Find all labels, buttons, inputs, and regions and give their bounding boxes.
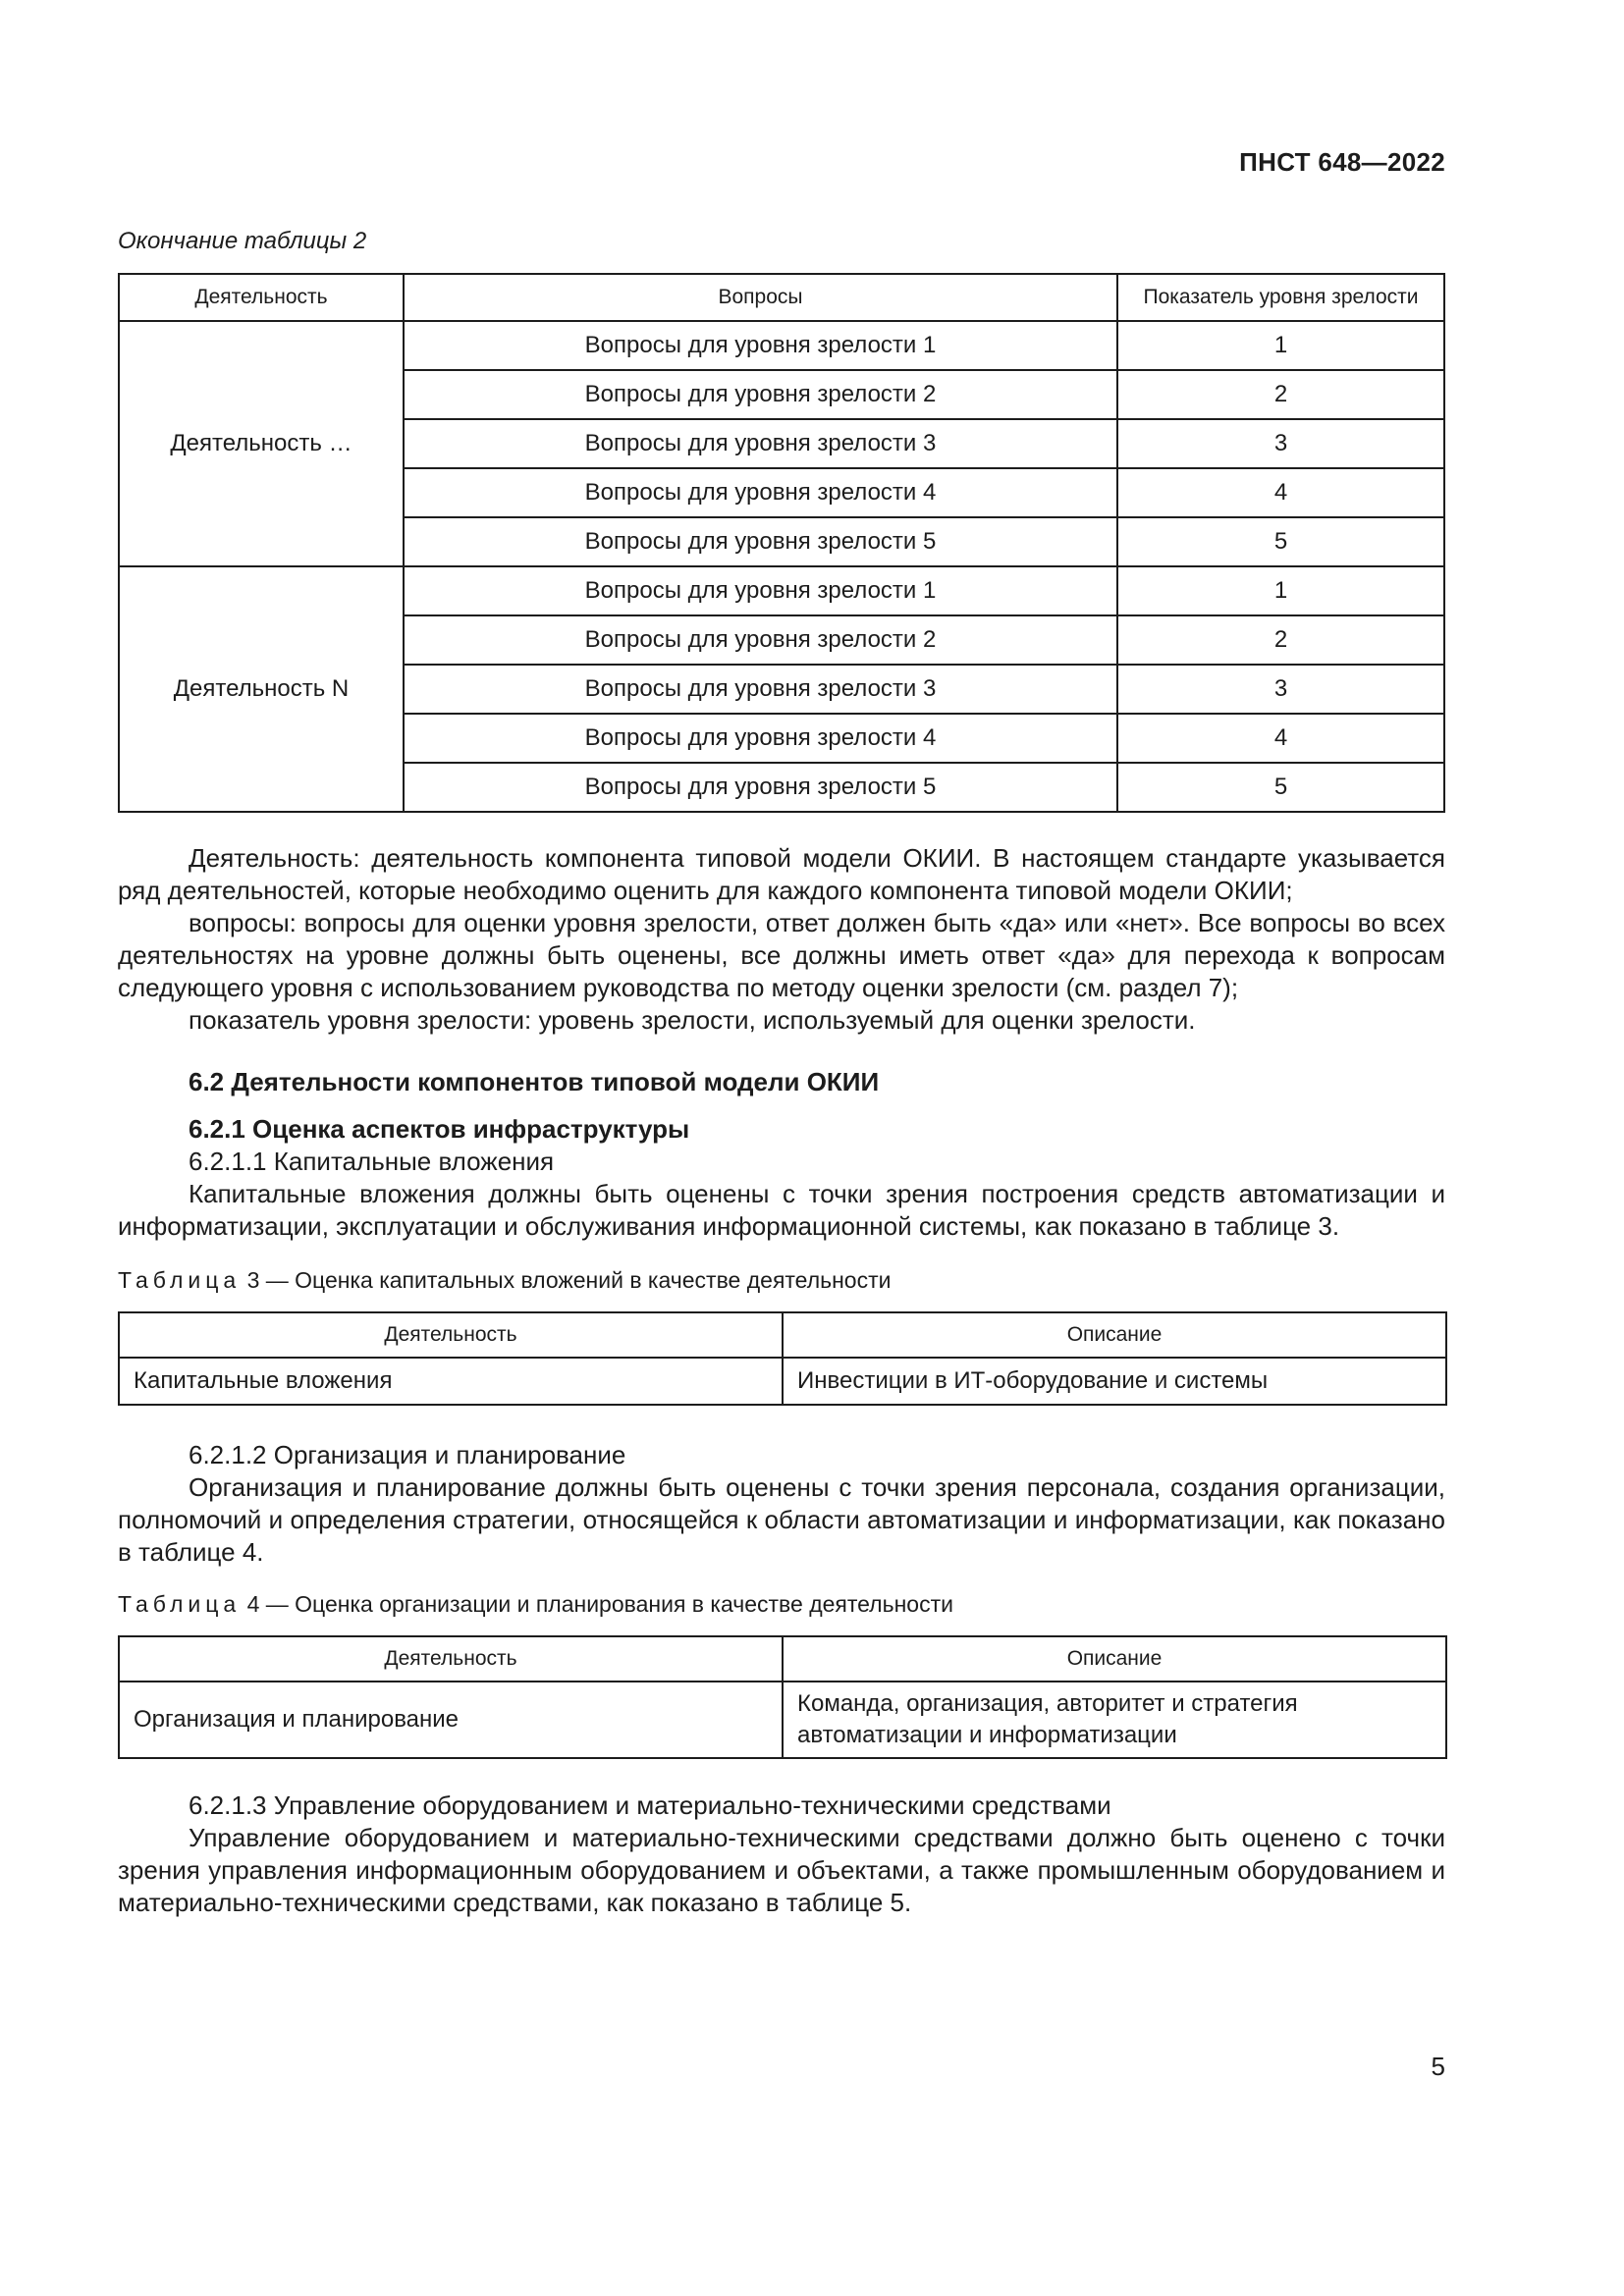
subsection-text: Капитальные вложения должны быть оценены с точки зрения построения средств автоматизации и информатизации, эксплуатации и обслуживания информационной системы, как показано в таблице 3. (118, 1179, 1445, 1241)
level-cell: 3 (1117, 665, 1444, 714)
table-row (119, 1358, 1446, 1405)
question-cell: Вопросы для уровня зрелости 4 (404, 468, 1117, 517)
definition-questions: вопросы: вопросы для оценки уровня зрелости, ответ должен быть «да» или «нет». Все вопросы во всех деятельностях на уровне должны быть оценены, все должны иметь ответ «да» для перехода к вопросам следующего уровня с использованием руководства по методу оценки зрелости (см. раздел 7); (118, 908, 1445, 1002)
table4-header-row (119, 1636, 1446, 1682)
description-line: автоматизации и информатизации (797, 1722, 1177, 1748)
description-cell (783, 1682, 1446, 1758)
header-description: Описание (783, 1636, 1446, 1682)
definition-activity: Деятельность: деятельность компонента типовой модели ОКИИ. В настоящем стандарте указывается ряд деятельностей, которые необходимо оценить для каждого компонента типовой модели ОКИИ; (118, 843, 1445, 905)
table-caption-text: 3 — Оценка капитальных вложений в качестве деятельности (246, 1267, 892, 1293)
level-cell: 3 (1117, 419, 1444, 468)
description-line: Команда, организация, авторитет и стратегия (797, 1690, 1298, 1717)
header-description: Описание (783, 1312, 1446, 1358)
header-activity: Деятельность (119, 274, 404, 321)
question-cell: Вопросы для уровня зрелости 3 (404, 665, 1117, 714)
table3-caption (118, 1267, 891, 1294)
header-level: Показатель уровня зрелости (1117, 274, 1444, 321)
table-label: Таблица (118, 1267, 242, 1293)
subsection-title: 6.2.1.1 Капитальные вложения (189, 1147, 555, 1176)
level-cell: 4 (1117, 714, 1444, 763)
definition-level: показатель уровня зрелости: уровень зрелости, используемый для оценки зрелости. (189, 1005, 1196, 1035)
subsection-heading: 6.2.1 Оценка аспектов инфраструктуры (189, 1114, 690, 1144)
question-cell: Вопросы для уровня зрелости 2 (404, 370, 1117, 419)
table2-header-row (119, 274, 1444, 321)
question-cell: Вопросы для уровня зрелости 4 (404, 714, 1117, 763)
activity-cell: Организация и планирование (119, 1682, 783, 1758)
description-cell: Инвестиции в ИТ-оборудование и системы (783, 1358, 1446, 1405)
table-row (119, 566, 1444, 615)
table2-caption: Окончание таблицы 2 (118, 228, 367, 254)
table-row (119, 1682, 1446, 1758)
definitions (118, 842, 1445, 1037)
activity-cell: Капитальные вложения (119, 1358, 783, 1405)
level-cell: 5 (1117, 763, 1444, 812)
level-cell: 4 (1117, 468, 1444, 517)
level-cell: 1 (1117, 321, 1444, 370)
subsection-title: 6.2.1.3 Управление оборудованием и материально-техническими средствами (189, 1790, 1111, 1820)
table-caption-text: 4 — Оценка организации и планирования в качестве деятельности (246, 1591, 953, 1617)
table3-header-row (119, 1312, 1446, 1358)
table3 (118, 1311, 1447, 1406)
section-6-2-1-3 (118, 1789, 1445, 1919)
activity-cell: Деятельность N (119, 566, 404, 812)
section-heading: 6.2 Деятельности компонентов типовой модели ОКИИ (189, 1067, 880, 1096)
level-cell: 5 (1117, 517, 1444, 566)
level-cell: 2 (1117, 615, 1444, 665)
question-cell: Вопросы для уровня зрелости 5 (404, 763, 1117, 812)
level-cell: 1 (1117, 566, 1444, 615)
section-6-2-1 (118, 1113, 1445, 1243)
question-cell: Вопросы для уровня зрелости 1 (404, 321, 1117, 370)
table4-caption (118, 1591, 953, 1618)
document-code: ПНСТ 648—2022 (1239, 147, 1445, 177)
header-activity: Деятельность (119, 1636, 783, 1682)
header-activity: Деятельность (119, 1312, 783, 1358)
section-6-2-1-2 (118, 1439, 1445, 1569)
table-row (119, 321, 1444, 370)
table2 (118, 273, 1445, 813)
section-6-2 (118, 1066, 1445, 1098)
question-cell: Вопросы для уровня зрелости 5 (404, 517, 1117, 566)
question-cell: Вопросы для уровня зрелости 3 (404, 419, 1117, 468)
question-cell: Вопросы для уровня зрелости 1 (404, 566, 1117, 615)
subsection-text: Управление оборудованием и материально-техническими средствами должно быть оценено с точки зрения управления информационным оборудованием и объектами, а также промышленным оборудованием и материально-техническими средствами, как показано в таблице 5. (118, 1823, 1445, 1917)
header-questions: Вопросы (404, 274, 1117, 321)
activity-cell: Деятельность … (119, 321, 404, 566)
table4 (118, 1635, 1447, 1759)
subsection-title: 6.2.1.2 Организация и планирование (189, 1440, 626, 1469)
subsection-text: Организация и планирование должны быть оценены с точки зрения персонала, создания организации, полномочий и определения стратегии, относящейся к области автоматизации и информатизации, как показано в таблице 4. (118, 1472, 1445, 1567)
level-cell: 2 (1117, 370, 1444, 419)
page-number: 5 (1431, 2052, 1445, 2081)
question-cell: Вопросы для уровня зрелости 2 (404, 615, 1117, 665)
table-label: Таблица (118, 1591, 242, 1617)
